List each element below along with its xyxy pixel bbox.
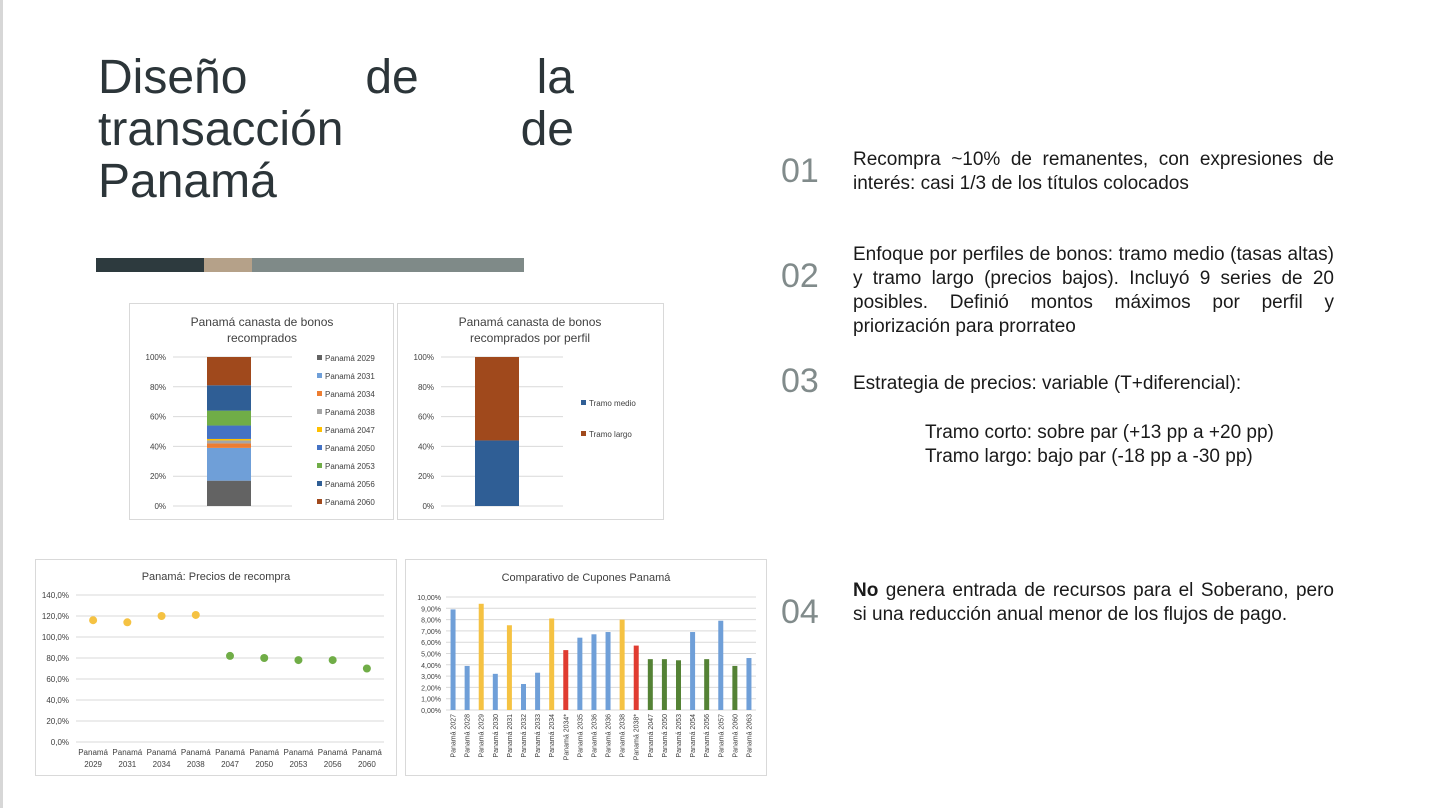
precios-xtick-label: 2034 — [152, 760, 171, 769]
perfil-bar-segment — [475, 357, 519, 440]
cupones-bar — [732, 666, 737, 710]
perfil-ytick-label: 80% — [417, 382, 434, 392]
precios-point — [123, 618, 131, 626]
cupones-ytick-label: 7,00% — [421, 628, 441, 636]
precios-xtick-label: Panamá — [317, 748, 348, 757]
chart-canasta — [129, 303, 394, 520]
cupones-bar — [718, 621, 723, 710]
cupones-ytick-label: 3,00% — [421, 674, 441, 682]
canasta-legend-label: Panamá 2031 — [325, 372, 375, 381]
precios-xtick-label: 2029 — [84, 760, 103, 769]
canasta-title: Panamá canasta de bonos — [190, 315, 334, 329]
precios-xtick-label: Panamá — [249, 748, 280, 757]
canasta-legend-swatch — [317, 499, 322, 504]
perfil-ytick-label: 40% — [417, 442, 434, 452]
precios-point — [226, 652, 234, 660]
cupones-xtick-label: Panamá 2034* — [563, 714, 571, 761]
cupones-bar — [690, 632, 695, 710]
chart-canasta-svg — [130, 304, 393, 519]
canasta-legend-swatch — [317, 409, 322, 414]
precios-xtick-label: 2056 — [323, 760, 342, 769]
canasta-legend-swatch — [317, 445, 322, 450]
perfil-ytick-label: 60% — [417, 412, 434, 422]
perfil-legend-swatch — [581, 400, 586, 405]
cupones-bar — [493, 674, 498, 710]
canasta-legend-label: Panamá 2050 — [325, 444, 375, 453]
canasta-legend-label: Panamá 2056 — [325, 480, 375, 489]
canasta-ytick-label: 20% — [149, 472, 166, 482]
canasta-bar-segment — [207, 426, 251, 439]
canasta-bar-segment — [207, 411, 251, 426]
canasta-bar-segment — [207, 443, 251, 447]
cupones-xtick-label: Panamá 2033 — [535, 714, 543, 758]
precios-xtick-label: 2031 — [118, 760, 137, 769]
canasta-ytick-label: 100% — [145, 353, 166, 362]
point-text-04 — [853, 579, 1334, 627]
cupones-xtick-label: Panamá 2035 — [577, 714, 585, 758]
cupones-xtick-label: Panamá 2047 — [647, 714, 655, 758]
canasta-bar-segment — [207, 385, 251, 410]
canasta-legend-swatch — [317, 373, 322, 378]
cupones-ytick-label: 10,00% — [417, 595, 441, 602]
canasta-ytick-label: 0% — [154, 502, 166, 511]
perfil-ytick-label: 0% — [422, 502, 434, 511]
precios-point — [158, 612, 166, 620]
perfil-title: Panamá canasta de bonos — [458, 315, 602, 329]
precios-xtick-label: Panamá — [180, 748, 211, 757]
canasta-legend-label: Panamá 2029 — [325, 354, 375, 363]
chart-perfil-svg — [398, 304, 663, 519]
precios-xtick-label: Panamá — [283, 748, 314, 757]
precios-xtick-label: Panamá — [78, 748, 109, 757]
cupones-bar — [549, 618, 554, 710]
cupones-ytick-label: 9,00% — [421, 606, 441, 614]
perfil-title: recomprados por perfil — [469, 331, 591, 345]
precios-ytick-label: 60,0% — [46, 675, 69, 684]
canasta-bar-segment — [207, 481, 251, 506]
point-number-03: 03 — [781, 362, 819, 400]
cupones-ytick-label: 6,00% — [421, 640, 441, 648]
precios-xtick-label: 2050 — [255, 760, 274, 769]
canasta-bar-segment — [207, 448, 251, 481]
precios-xtick-label: 2047 — [221, 760, 239, 769]
cupones-xtick-label: Panamá 2060 — [732, 714, 740, 758]
precios-xtick-label: 2038 — [186, 760, 205, 769]
cupones-xtick-label: Panamá 2036 — [591, 714, 599, 758]
cupones-bar — [648, 659, 653, 710]
page-edge — [0, 0, 3, 808]
cupones-xtick-label: Panamá 2038* — [633, 714, 641, 761]
precios-title: Panamá: Precios de recompra — [141, 571, 291, 583]
cupones-xtick-label: Panamá 2029 — [478, 714, 486, 758]
cupones-xtick-label: Panamá 2038 — [619, 714, 627, 758]
precios-point — [260, 654, 268, 662]
point-number-04: 04 — [781, 593, 819, 631]
cupones-bar — [591, 634, 596, 710]
canasta-legend-label: Panamá 2053 — [325, 462, 375, 471]
perfil-legend-swatch — [581, 431, 586, 436]
canasta-legend-swatch — [317, 481, 322, 486]
cupones-xtick-label: Panamá 2034 — [549, 714, 557, 758]
point-number-01: 01 — [781, 152, 819, 190]
perfil-ytick-label: 100% — [413, 353, 434, 362]
point-number-02: 02 — [781, 257, 819, 295]
point-text-03: Estrategia de precios: variable (T+diferencial): — [853, 373, 1242, 394]
accent-bar-gray — [252, 258, 524, 272]
cupones-bar — [465, 666, 470, 710]
perfil-legend-label: Tramo largo — [589, 430, 632, 439]
cupones-bar — [634, 646, 639, 710]
chart-perfil — [397, 303, 664, 520]
perfil-legend-label: Tramo medio — [589, 399, 636, 408]
canasta-legend-label: Panamá 2034 — [325, 390, 375, 399]
canasta-legend-label: Panamá 2060 — [325, 498, 375, 507]
precios-ytick-label: 100,0% — [41, 633, 69, 642]
canasta-ytick-label: 80% — [149, 382, 166, 392]
precios-ytick-label: 80,0% — [46, 654, 69, 663]
canasta-legend-swatch — [317, 463, 322, 468]
cupones-xtick-label: Panamá 2056 — [704, 714, 712, 758]
precios-point — [329, 656, 337, 664]
cupones-ytick-label: 2,00% — [421, 685, 441, 693]
precios-point — [294, 656, 302, 664]
precios-ytick-label: 0,0% — [50, 738, 69, 747]
cupones-xtick-label: Panamá 2036 — [605, 714, 613, 758]
chart-cupones — [405, 559, 767, 776]
chart-precios — [35, 559, 397, 776]
cupones-xtick-label: Panamá 2057 — [718, 714, 726, 758]
cupones-bar — [563, 650, 568, 710]
accent-bar-dark — [96, 258, 204, 272]
cupones-xtick-label: Panamá 2053 — [676, 714, 683, 758]
precios-ytick-label: 120,0% — [41, 612, 69, 621]
cupones-bar — [507, 625, 512, 710]
canasta-ytick-label: 40% — [149, 442, 166, 452]
cupones-bar — [535, 673, 540, 710]
cupones-bar — [479, 604, 484, 710]
cupones-bar — [521, 684, 526, 710]
precios-ytick-label: 140,0% — [41, 591, 69, 600]
point-text-04-bold: No — [853, 580, 879, 601]
precios-point — [192, 611, 200, 619]
precios-xtick-label: Panamá — [146, 748, 177, 757]
cupones-xtick-label: Panamá 2054 — [690, 714, 698, 758]
canasta-title: recomprados — [226, 331, 298, 345]
point-text-04-rest: genera entrada de recursos para el Soberano, pero si una reducción anual menor de los flujos de pago. — [853, 580, 1334, 625]
slide-title: Diseño de la transacción de Panamá — [98, 51, 574, 208]
cupones-bar — [704, 659, 709, 710]
canasta-ytick-label: 60% — [149, 412, 166, 422]
point-subitem-03a: Tramo corto: sobre par (+13 pp a +20 pp) — [925, 422, 1274, 443]
cupones-title: Comparativo de Cupones Panamá — [501, 572, 671, 584]
cupones-xtick-label: Panamá 2031 — [506, 714, 514, 758]
accent-bar-tan — [204, 258, 252, 272]
cupones-bar — [451, 609, 456, 710]
point-text-02: Enfoque por perfiles de bonos: tramo medio (tasas altas) y tramo largo (precios bajos). Incluyó 9 series de 20 posibles. Definió montos máximos por perfil y priorización para prorrateo — [853, 244, 1334, 337]
canasta-bar-segment — [207, 440, 251, 443]
canasta-bar-segment — [207, 357, 251, 385]
canasta-legend-swatch — [317, 391, 322, 396]
precios-point — [363, 665, 371, 673]
canasta-legend-label: Panamá 2047 — [325, 426, 375, 435]
cupones-bar — [662, 659, 667, 710]
precios-point — [89, 616, 97, 624]
precios-xtick-label: Panamá — [112, 748, 143, 757]
cupones-xtick-label: Panamá 2027 — [450, 714, 458, 758]
canasta-bar-segment — [207, 439, 251, 440]
cupones-bar — [606, 632, 611, 710]
precios-ytick-label: 20,0% — [46, 717, 69, 726]
perfil-ytick-label: 20% — [417, 472, 434, 482]
chart-cupones-svg — [406, 560, 766, 775]
canasta-legend-swatch — [317, 427, 322, 432]
precios-xtick-label: Panamá — [351, 748, 382, 757]
cupones-ytick-label: 1,00% — [421, 696, 441, 704]
cupones-ytick-label: 5,00% — [421, 651, 441, 659]
cupones-bar — [620, 620, 625, 710]
point-subitem-03b: Tramo largo: bajo par (-18 pp a -30 pp) — [925, 446, 1253, 467]
cupones-xtick-label: Panamá 2030 — [492, 714, 500, 758]
cupones-xtick-label: Panamá 2028 — [464, 714, 472, 758]
cupones-xtick-label: Panamá 2050 — [661, 714, 669, 758]
perfil-bar-segment — [475, 440, 519, 506]
cupones-bar — [676, 660, 681, 710]
canasta-legend-swatch — [317, 355, 322, 360]
canasta-legend-label: Panamá 2038 — [325, 408, 375, 417]
chart-precios-svg — [36, 560, 396, 775]
cupones-xtick-label: Panamá 2032 — [521, 714, 528, 758]
cupones-bar — [577, 638, 582, 710]
precios-ytick-label: 40,0% — [46, 696, 69, 705]
cupones-ytick-label: 4,00% — [421, 662, 441, 670]
cupones-ytick-label: 8,00% — [421, 617, 441, 625]
precios-xtick-label: 2053 — [289, 760, 308, 769]
precios-xtick-label: 2060 — [357, 760, 376, 769]
point-text-01: Recompra ~10% de remanentes, con expresiones de interés: casi 1/3 de los títulos colocados — [853, 149, 1334, 194]
cupones-bar — [746, 658, 751, 710]
precios-xtick-label: Panamá — [215, 748, 245, 757]
cupones-xtick-label: Panamá 2063 — [746, 714, 754, 758]
cupones-ytick-label: 0,00% — [421, 708, 441, 715]
